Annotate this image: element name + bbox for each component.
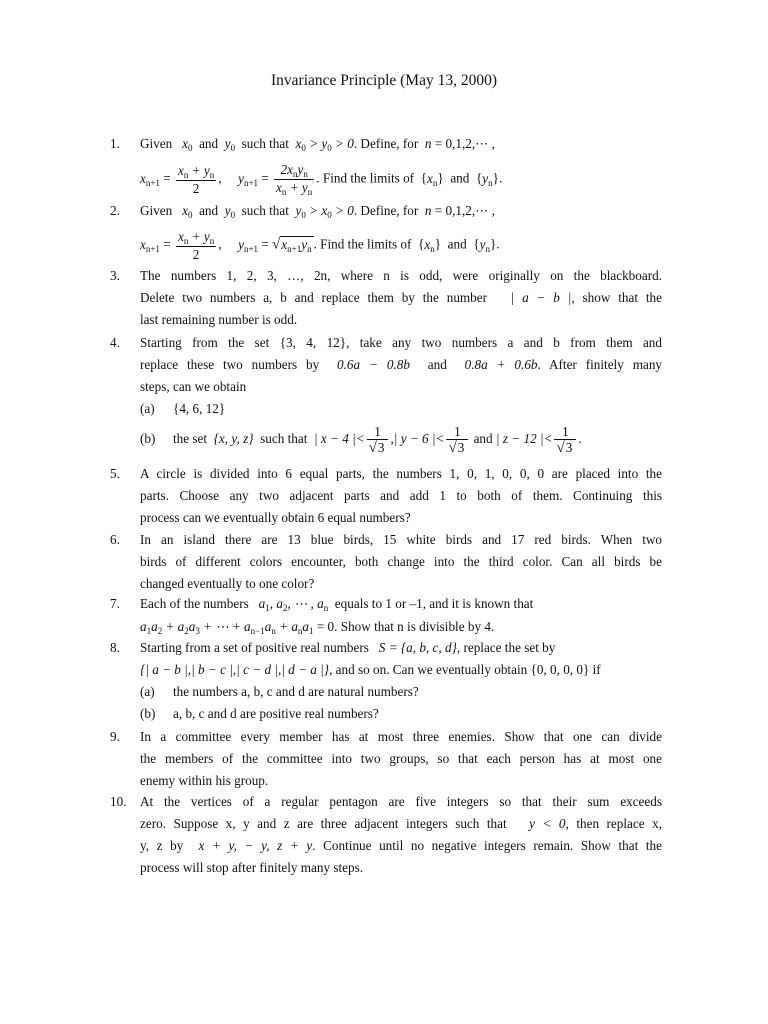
problem-4-line-3: steps, can we obtain bbox=[140, 379, 247, 394]
problem-6-line-1: In an island there are 13 blue birds, 15 white birds and 17 red birds. When two bbox=[140, 532, 662, 547]
problem-8-line-2: {| a − b |,| b − c |,| c − d |,| d − a |}, and so on. Can we eventually obtain {0, 0, 0, 0} if bbox=[140, 662, 601, 677]
problem-2-line-2: $x_{n+1}$ = $\frac{x_n + y_n}{2}$ , $y_{n+1} = √x_{n+1}y_n$ . Find the limits of $\{x_n\}$ and $\{y_n\}$. bbox=[140, 229, 500, 262]
problem-2 bbox=[110, 200, 662, 262]
problem-6-line-2: birds of different colors encounter, both change into the third color. Can all birds be bbox=[140, 554, 662, 569]
fraction: $\frac{x_n + y_n}{2}$ bbox=[177, 163, 215, 196]
fraction: $\frac{1}{√3}$ bbox=[446, 424, 468, 456]
problem-9-line-1: In a committee every member has at most three enemies. Show that one can divide bbox=[140, 729, 662, 744]
fraction: $\frac{1}{√3}$ bbox=[554, 424, 576, 456]
problem-3-line-1: The numbers 1, 2, 3, …, 2n, where n is odd, were originally on the blackboard. bbox=[140, 268, 662, 283]
problem-7-line-1: Each of the numbers $a_1$, $a_2$, ⋯ , $a_n$ equals to 1 or –1, and it is known that bbox=[140, 596, 534, 613]
problem-4-line-2: replace these two numbers by 0.6a − 0.8b and 0.8a + 0.6b. After finitely many bbox=[140, 357, 663, 372]
problem-3 bbox=[110, 265, 662, 331]
problem-number: 3. bbox=[110, 268, 120, 283]
problem-3-line-2: Delete two numbers a, b and replace them by the number | a − b |, show that the bbox=[140, 290, 662, 305]
problem-number: 7. bbox=[110, 596, 120, 611]
problem-2-line-1: Given $x_0$ and $y_0$ such that $y_0 > x_0 > 0$. Define, for n = 0,1,2,⋯ , bbox=[140, 203, 495, 220]
problem-6 bbox=[110, 529, 662, 595]
problem-number: 9. bbox=[110, 729, 120, 744]
problem-10-line-1: At the vertices of a regular pentagon are five integers so that their sum exceeds bbox=[140, 794, 662, 809]
problem-number: 4. bbox=[110, 335, 120, 350]
problem-3-line-3: last remaining number is odd. bbox=[140, 312, 298, 327]
problem-5-line-3: process can we eventually obtain 6 equal numbers? bbox=[140, 510, 411, 525]
problem-10-line-3: y, z by x + y, − y, z + y. Continue until no negative integers remain. Show that the bbox=[140, 838, 663, 853]
problem-10-line-2: zero. Suppose x, y and z are three adjacent integers such that y < 0, then replace x, bbox=[140, 816, 662, 831]
problem-1-line-2: $x_{n+1}$ = $\frac{x_n + y_n}{2}$ , $y_{n+1}$ = $\frac{2x_ny_n}{x_n + y_n}$ . Find the limits of $\{x_n\}$ and $\{y_n\}$. bbox=[140, 162, 503, 197]
problem-8 bbox=[110, 637, 662, 725]
problem-8-line-1: Starting from a set of positive real numbers S = {a, b, c, d}, replace the set by bbox=[140, 640, 556, 655]
problem-number: 2. bbox=[110, 203, 120, 218]
problem-7 bbox=[110, 593, 662, 639]
page-title: Invariance Principle (May 13, 2000) bbox=[271, 72, 497, 89]
square-root: $x_{n+1}y_n$ bbox=[281, 236, 312, 254]
problem-5-line-1: A circle is divided into 6 equal parts, the numbers 1, 0, 1, 0, 0, 0 are placed into the bbox=[140, 466, 662, 481]
problem-4 bbox=[110, 332, 662, 456]
problem-number: 6. bbox=[110, 532, 120, 547]
problem-4-part-b: (b) the set {x, y, z} such that | x − 4 |< $\frac{1}{√3}$ ,| y − 6 |< $\frac{1}{√3}$ and | z − 12 |< $\frac{1}{√3}$ . bbox=[140, 424, 582, 456]
problem-5-line-2: parts. Choose any two adjacent parts and add 1 to both of them. Continuing this bbox=[140, 488, 662, 503]
problem-number: 8. bbox=[110, 640, 120, 655]
fraction: $\frac{x_n + y_n}{2}$ bbox=[177, 229, 215, 262]
fraction: $\frac{2x_ny_n}{x_n + y_n}$ bbox=[276, 162, 313, 197]
problem-8-part-b: (b) a, b, c and d are positive real numbers? bbox=[140, 706, 379, 721]
problem-1-line-1: Given $x_0$ and $y_0$ such that $x_0 > y_0 > 0$. Define, for n = 0,1,2,⋯ , bbox=[140, 136, 495, 153]
fraction: $\frac{1}{√3}$ bbox=[367, 424, 389, 456]
problem-7-line-2: $a_1a_2 + a_2a_3$ + ⋯ + $a_{n-1}a_n + a_na_1 = 0$. Show that n is divisible by 4. bbox=[140, 619, 495, 636]
problem-9 bbox=[110, 726, 662, 792]
problem-number: 10. bbox=[110, 794, 127, 809]
problem-number: 5. bbox=[110, 466, 120, 481]
problem-9-line-2: the members of the committee into two groups, so that each person has at most one bbox=[140, 751, 662, 766]
problem-5 bbox=[110, 463, 662, 529]
problem-9-line-3: enemy within his group. bbox=[140, 773, 269, 788]
problem-8-part-a: (a) the numbers a, b, c and d are natural numbers? bbox=[140, 684, 419, 699]
problem-10-line-4: process will stop after finitely many steps. bbox=[140, 860, 364, 875]
problem-1 bbox=[110, 133, 662, 197]
problem-4-part-a: (a) {4, 6, 12} bbox=[140, 401, 226, 416]
problem-number: 1. bbox=[110, 136, 120, 151]
problem-10 bbox=[110, 791, 662, 879]
problem-6-line-3: changed eventually to one color? bbox=[140, 576, 315, 591]
problem-4-line-1: Starting from the set {3, 4, 12}, take any two numbers a and b from them and bbox=[140, 335, 662, 350]
